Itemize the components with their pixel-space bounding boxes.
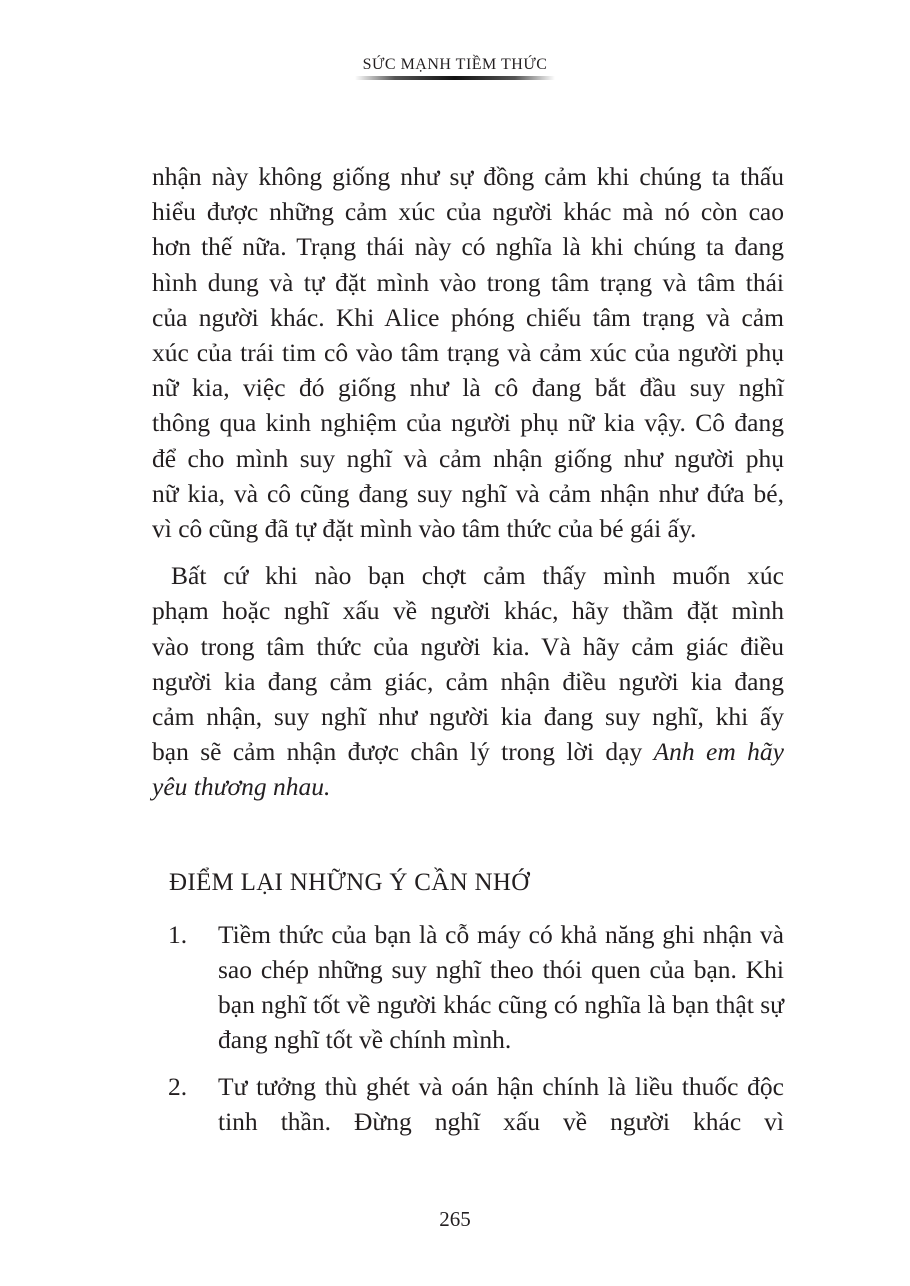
list-item-text: Tiềm thức của bạn là cỗ máy có khả năng ghi nhận và sao chép những suy nghĩ theo thói quen của bạn. Khi bạn nghĩ tốt về người khác cũng có nghĩa là bạn thật sự đang nghĩ tốt về chính mình. bbox=[218, 920, 784, 1054]
text-line-with-italic bbox=[152, 734, 784, 769]
section-heading: ĐIỂM LẠI NHỮNG Ý CẦN NHỚ bbox=[169, 869, 530, 896]
book-title: SỨC MẠNH TIỀM THỨC bbox=[362, 56, 548, 73]
italic-quote: Anh em hãy bbox=[653, 737, 784, 767]
header-rule bbox=[355, 76, 555, 80]
text-line: hiểu được những cảm xúc của người khác mà nó còn cao bbox=[152, 197, 784, 227]
running-header bbox=[0, 54, 910, 74]
list-item bbox=[168, 1069, 784, 1139]
paragraph-2 bbox=[152, 558, 784, 804]
text-line: nữ kia, việc đó giống như là cô đang bắt đầu suy nghĩ bbox=[152, 373, 784, 403]
italic-quote: yêu thương nhau. bbox=[152, 772, 331, 802]
text-span: bạn sẽ cảm nhận được chân lý trong lời dạy bbox=[152, 737, 654, 767]
main-text bbox=[152, 159, 784, 805]
text-line: phạm hoặc nghĩ xấu về người khác, hãy thầm đặt mình bbox=[152, 596, 784, 626]
text-line: cảm nhận, suy nghĩ như người kia đang suy nghĩ, khi ấy bbox=[152, 702, 784, 732]
paragraph-1 bbox=[152, 159, 784, 546]
text-line: của người khác. Khi Alice phóng chiếu tâm trạng và cảm bbox=[152, 302, 784, 332]
text-line: vì cô cũng đã tự đặt mình vào tâm thức của bé gái ấy. bbox=[152, 514, 697, 544]
text-line: xúc của trái tim cô vào tâm trạng và cảm xúc của người phụ bbox=[152, 338, 784, 368]
text-line: người kia đang cảm giác, cảm nhận điều người kia đang bbox=[152, 666, 784, 696]
text-line: Bất cứ khi nào bạn chợt cảm thấy mình muốn xúc bbox=[171, 561, 784, 591]
text-line: để cho mình suy nghĩ và cảm nhận giống như người phụ bbox=[152, 443, 784, 473]
list-number: 2. bbox=[168, 1072, 188, 1101]
text-line: nhận này không giống như sự đồng cảm khi chúng ta thấu bbox=[152, 162, 784, 191]
text-line: thông qua kinh nghiệm của người phụ nữ kia vậy. Cô đang bbox=[152, 408, 784, 438]
list-number: 1. bbox=[168, 920, 188, 949]
text-line: hình dung và tự đặt mình vào trong tâm trạng và tâm thái bbox=[152, 267, 784, 297]
list-item bbox=[168, 917, 784, 1057]
list-item-text: Tư tưởng thù ghét và oán hận chính là liều thuốc độc tinh thần. Đừng nghĩ xấu về người khác vì bbox=[218, 1072, 784, 1136]
text-line bbox=[152, 769, 784, 804]
text-line: nữ kia, và cô cũng đang suy nghĩ và cảm nhận như đứa bé, bbox=[152, 478, 784, 508]
text-line: vào trong tâm thức của người kia. Và hãy cảm giác điều bbox=[152, 631, 784, 661]
text-line: hơn thế nữa. Trạng thái này có nghĩa là khi chúng ta đang bbox=[152, 232, 784, 262]
numbered-list bbox=[168, 917, 784, 1151]
page-number: 265 bbox=[439, 1207, 471, 1231]
